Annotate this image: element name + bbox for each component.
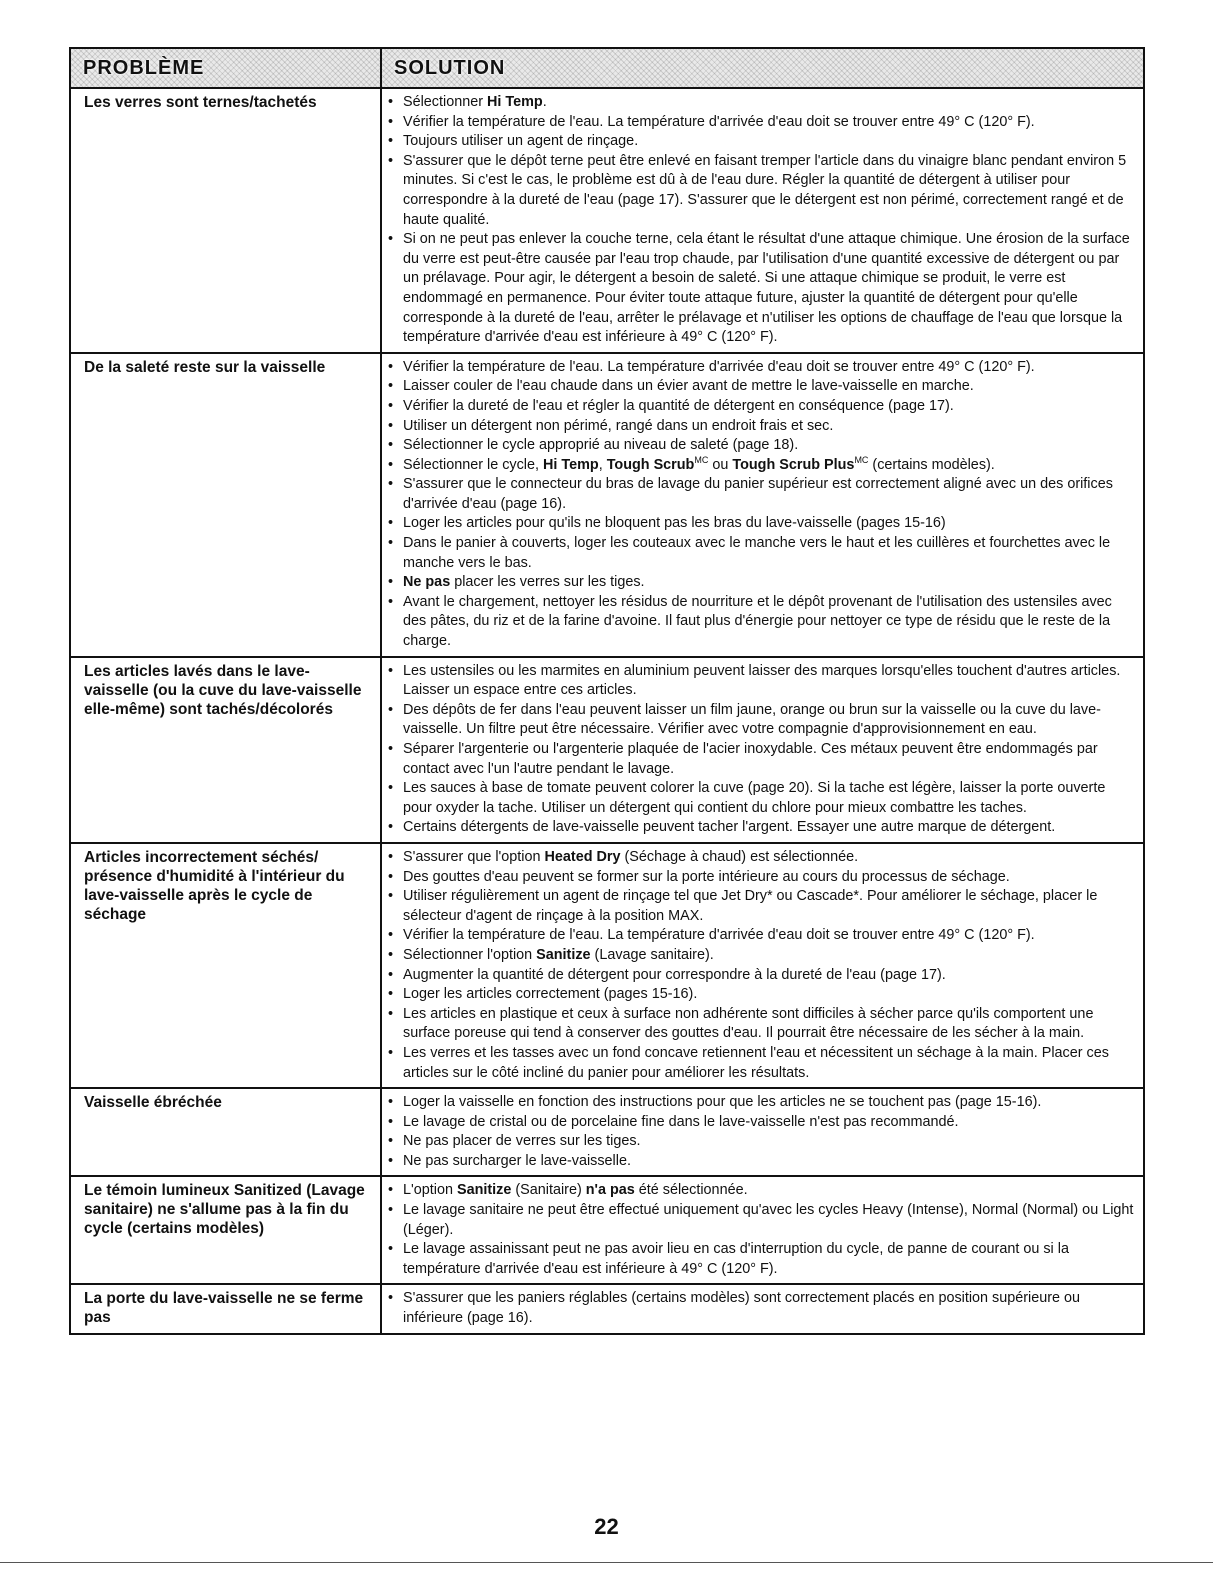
solution-item <box>386 740 1137 779</box>
solution-text: (certains modèles). <box>868 456 995 473</box>
solution-text: Le lavage assainissant peut ne pas avoir lieu en cas d'interruption du cycle, de panne de courant ou si la température d'arrivée d'eau est inférieure à 49° C (120° F). <box>403 1241 1069 1277</box>
solution-header: SOLUTION <box>394 56 506 79</box>
table-row <box>71 1177 1143 1285</box>
bullet-icon: • <box>388 1182 394 1199</box>
solution-text: Loger les articles pour qu'ils ne bloquent pas les bras du lave-vaisselle (pages 15-16) <box>403 515 946 532</box>
bullet-icon: • <box>388 113 394 130</box>
solution-text: Les ustensiles ou les marmites en aluminium peuvent laisser des marques lorsqu'elles touchent d'autres articles. Laisser un espace entre ces articles. <box>403 662 1121 699</box>
bold-term: Sanitize <box>456 1182 512 1199</box>
bullet-icon: • <box>388 456 394 473</box>
bullet-icon: • <box>388 888 394 905</box>
solution-text: (Lavage sanitaire). <box>590 946 714 963</box>
solution-item <box>386 113 1137 133</box>
bullet-icon: • <box>388 927 394 944</box>
table-row <box>71 89 1143 354</box>
solution-text: Sélectionner <box>403 94 487 110</box>
bullet-icon: • <box>388 1290 394 1307</box>
solution-text: Vérifier la dureté de l'eau et régler la quantité de détergent en conséquence (page 17). <box>403 397 954 414</box>
bullet-icon: • <box>388 1044 394 1061</box>
solution-text: Vérifier la température de l'eau. La température d'arrivée d'eau doit se trouver entre 49° C (120° F). <box>403 358 1035 375</box>
solution-text: Les verres et les tasses avec un fond concave retiennent l'eau et nécessitent un séchage à la main. Placer ces articles sur le côté incliné du panier pour améliorer les résultats. <box>403 1044 1109 1081</box>
table-row <box>71 1285 1143 1332</box>
solution-item <box>386 514 1137 534</box>
solution-list <box>386 848 1137 1083</box>
solution-item <box>386 1132 1137 1152</box>
bullet-icon: • <box>388 819 394 836</box>
solution-item <box>386 1240 1137 1279</box>
solution-cell <box>382 844 1143 1087</box>
solution-item <box>386 475 1137 514</box>
solution-cell <box>382 1089 1143 1175</box>
solution-text: . <box>542 94 547 110</box>
solution-text: , <box>598 456 607 473</box>
bullet-icon: • <box>388 574 394 591</box>
solution-cell <box>382 1285 1143 1332</box>
solution-item <box>386 1044 1137 1083</box>
solution-text: Vérifier la température de l'eau. La température d'arrivée d'eau doit se trouver entre 49° C (120° F). <box>403 927 1035 944</box>
bullet-icon: • <box>388 152 394 169</box>
table-header <box>71 49 1143 89</box>
solution-item <box>386 456 1137 476</box>
solution-item <box>386 436 1137 456</box>
solution-list <box>386 93 1137 348</box>
solution-text: Laisser couler de l'eau chaude dans un évier avant de mettre le lave-vaisselle en marche. <box>403 378 974 395</box>
solution-item <box>386 926 1137 946</box>
bullet-icon: • <box>388 1202 394 1219</box>
solution-list <box>386 1093 1137 1171</box>
solution-text: Des gouttes d'eau peuvent se former sur la porte intérieure au cours du processus de séchage. <box>403 868 1010 885</box>
solution-item <box>386 1005 1137 1044</box>
table-row <box>71 354 1143 658</box>
bullet-icon: • <box>388 741 394 757</box>
bullet-icon: • <box>388 593 394 610</box>
problem-cell: Les articles lavés dans le lave-vaisselle (ou la cuve du lave-vaisselle elle-même) sont tachés/décolorés <box>71 658 382 842</box>
solution-text: Sélectionner l'option <box>403 946 537 963</box>
solution-item <box>386 397 1137 417</box>
bullet-icon: • <box>388 966 394 983</box>
problem-cell: Les verres sont ternes/tachetés <box>71 89 382 352</box>
bold-term: n'a pas <box>585 1182 635 1199</box>
bold-term: Tough Scrub Plus <box>732 456 855 473</box>
solution-text: Sélectionner le cycle approprié au niveau de saleté (page 18). <box>403 437 799 454</box>
solution-list <box>386 358 1137 652</box>
solution-text: Les articles en plastique et ceux à surface non adhérente sont difficiles à sécher parce qu'ils comportent une surface poreuse qui tend à conserver des gouttes d'eau. Il pourrait être nécessaire de les sécher à la main. <box>403 1005 1094 1042</box>
solution-text: été sélectionnée. <box>634 1182 748 1199</box>
solution-text: (Séchage à chaud) est sélectionnée. <box>620 848 859 865</box>
solution-list <box>386 662 1137 838</box>
solution-text: Séparer l'argenterie ou l'argenterie plaquée de l'acier inoxydable. Ces métaux peuvent être endommagés par contact avec l'un l'autre pendant le lavage. <box>403 741 1098 777</box>
solution-list <box>386 1181 1137 1279</box>
solution-item <box>386 1152 1137 1172</box>
solution-item <box>386 93 1137 113</box>
bullet-icon: • <box>388 397 394 414</box>
solution-text: Augmenter la quantité de détergent pour correspondre à la dureté de l'eau (page 17). <box>403 966 946 983</box>
solution-item <box>386 887 1137 926</box>
solution-text: S'assurer que l'option <box>403 848 545 865</box>
solution-text: Utiliser régulièrement un agent de rinçage tel que Jet Dry* ou Cascade*. Pour améliorer le séchage, placer le sélecteur d'agent de rinçage à la position MAX. <box>403 888 1098 924</box>
solution-item <box>386 230 1137 348</box>
table-body <box>71 89 1143 1333</box>
solution-text: L'option <box>403 1182 457 1199</box>
solution-text: Ne pas surcharger le lave-vaisselle. <box>403 1152 631 1169</box>
table-row <box>71 1089 1143 1177</box>
trademark-mark: MC <box>694 454 709 465</box>
solution-item <box>386 966 1137 986</box>
bold-term: Heated Dry <box>544 848 621 865</box>
solution-text: Avant le chargement, nettoyer les résidus de nourriture et le dépôt provenant de l'utilisation des ustensiles avec des pâtes, du riz et de la farine d'avoine. Il faut plus d'énergie pour nettoyer ce type de résidu que le reste de la charge. <box>403 593 1112 650</box>
bold-term: Tough Scrub <box>606 456 695 473</box>
bullet-icon: • <box>388 1152 394 1169</box>
solution-text: Loger la vaisselle en fonction des instructions pour que les articles ne se touchent pas (page 15-16). <box>403 1094 1042 1111</box>
bullet-icon: • <box>388 515 394 532</box>
bullet-icon: • <box>388 701 394 718</box>
solution-item <box>386 1093 1137 1113</box>
solution-item <box>386 417 1137 437</box>
bullet-icon: • <box>388 946 394 963</box>
solution-text: Certains détergents de lave-vaisselle peuvent tacher l'argent. Essayer une autre marque de détergent. <box>403 819 1056 836</box>
bullet-icon: • <box>388 1005 394 1022</box>
bullet-icon: • <box>388 476 394 493</box>
solution-text: Toujours utiliser un agent de rinçage. <box>403 133 639 150</box>
solution-text: Le lavage sanitaire ne peut être effectué uniquement qu'avec les cycles Heavy (Intense), Normal (Normal) ou Light (Léger). <box>403 1202 1134 1238</box>
solution-item <box>386 152 1137 230</box>
bullet-icon: • <box>388 1133 394 1150</box>
bold-term: Hi Temp <box>542 456 599 473</box>
solution-text: S'assurer que le dépôt terne peut être enlevé en faisant tremper l'article dans du vinaigre blanc pendant environ 5 minutes. Si c'est le cas, le problème est dû à de l'eau dure. Régler la quantité de détergent à utiliser pour correspondre à la dureté de l'eau (page 17). S'assurer que le détergent est non périmé, correctement rangé et de haute qualité. <box>403 152 1127 228</box>
bullet-icon: • <box>388 437 394 454</box>
solution-text: Sélectionner le cycle, <box>403 456 543 473</box>
solution-item <box>386 573 1137 593</box>
bold-term: Sanitize <box>536 946 591 963</box>
solution-item <box>386 662 1137 701</box>
solution-item <box>386 985 1137 1005</box>
problem-cell: La porte du lave-vaisselle ne se ferme pas <box>71 1285 382 1332</box>
problem-cell: De la saleté reste sur la vaisselle <box>71 354 382 656</box>
solution-text: Vérifier la température de l'eau. La température d'arrivée d'eau doit se trouver entre 49° C (120° F). <box>403 113 1035 130</box>
problem-cell: Vaisselle ébréchée <box>71 1089 382 1175</box>
solution-item <box>386 818 1137 838</box>
solution-item <box>386 593 1137 652</box>
solution-text: S'assurer que le connecteur du bras de lavage du panier supérieur est correctement aligné avec un des orifices d'arrivée d'eau (page 16). <box>403 476 1113 512</box>
bullet-icon: • <box>388 133 394 150</box>
solution-cell <box>382 354 1143 656</box>
bullet-icon: • <box>388 535 394 552</box>
solution-text: placer les verres sur les tiges. <box>450 574 645 591</box>
solution-item <box>386 1113 1137 1133</box>
bullet-icon: • <box>388 1241 394 1258</box>
solution-text: Si on ne peut pas enlever la couche terne, cela étant le résultat d'une attaque chimique. Une érosion de la surface du verre est peut-être causée par l'eau trop chaude, par l'utilisation d'une quantité excessive de détergent ou par un prélavage. Pour agir, le détergent a besoin de saleté. Si une attaque chimique se produit, le verre est endommagé en permanence. Pour éviter toute attaque future, ajuster la quantité de détergent pour qu'elle corresponde à la dureté de l'eau, arrêter le prélavage et n'utiliser les options de chauffage de l'eau que lorsque la température d'arrivée d'eau est inférieure à 49° C (120° F). <box>403 231 1130 346</box>
footer-rule <box>0 1562 1213 1563</box>
solution-item <box>386 132 1137 152</box>
bullet-icon: • <box>388 780 394 797</box>
bold-term: Hi Temp <box>487 94 543 110</box>
bold-term: Ne pas <box>403 574 451 591</box>
solution-item <box>386 377 1137 397</box>
bullet-icon: • <box>388 378 394 395</box>
bullet-icon: • <box>388 358 394 375</box>
bullet-icon: • <box>388 1094 394 1111</box>
bullet-icon: • <box>388 986 394 1003</box>
table-row <box>71 658 1143 844</box>
bullet-icon: • <box>388 1113 394 1130</box>
solution-text: S'assurer que les paniers réglables (certains modèles) sont correctement placés en position supérieure ou inférieure (page 16). <box>403 1290 1081 1327</box>
bullet-icon: • <box>388 848 394 865</box>
solution-text: Utiliser un détergent non périmé, rangé dans un endroit frais et sec. <box>403 417 834 434</box>
bullet-icon: • <box>388 417 394 434</box>
solution-item <box>386 701 1137 740</box>
solution-item <box>386 534 1137 573</box>
solution-text: Dans le panier à couverts, loger les couteaux avec le manche vers le haut et les cuillères et fourchettes avec le manche vers le bas. <box>403 535 1111 571</box>
solution-text: Loger les articles correctement (pages 15-16). <box>403 986 698 1003</box>
problem-header: PROBLÈME <box>71 49 382 87</box>
solution-item <box>386 868 1137 888</box>
solution-text: ou <box>708 456 733 473</box>
bullet-icon: • <box>388 94 394 110</box>
solution-item <box>386 1181 1137 1201</box>
bullet-icon: • <box>388 868 394 885</box>
table-row <box>71 844 1143 1089</box>
solution-text: Le lavage de cristal ou de porcelaine fine dans le lave-vaisselle n'est pas recommandé. <box>403 1113 959 1130</box>
trademark-mark: MC <box>854 454 869 465</box>
solution-list <box>386 1289 1137 1328</box>
solution-cell <box>382 1177 1143 1283</box>
solution-item <box>386 848 1137 868</box>
solution-item <box>386 1289 1137 1328</box>
solution-cell <box>382 658 1143 842</box>
solution-text: Des dépôts de fer dans l'eau peuvent laisser un film jaune, orange ou brun sur la vaisselle ou la cuve du lave-vaisselle. Un filtre peut être nécessaire. Vérifier avec votre compagnie d'approvisionnement en eau. <box>403 701 1101 738</box>
troubleshooting-table <box>69 47 1145 1335</box>
solution-cell <box>382 89 1143 352</box>
problem-cell: Le témoin lumineux Sanitized (Lavage sanitaire) ne s'allume pas à la fin du cycle (certains modèles) <box>71 1177 382 1283</box>
solution-text: Les sauces à base de tomate peuvent colorer la cuve (page 20). Si la tache est légère, laisser la porte ouverte pour oxyder la tache. Utiliser un détergent qui contient du chlore pour mieux combattre les taches. <box>403 780 1106 816</box>
solution-item <box>386 779 1137 818</box>
page-number: 22 <box>594 1514 619 1539</box>
problem-cell: Articles incorrectement séchés/ présence d'humidité à l'intérieur du lave-vaisselle après le cycle de séchage <box>71 844 382 1087</box>
solution-text: (Sanitaire) <box>511 1182 586 1199</box>
bullet-icon: • <box>388 662 394 679</box>
solution-item <box>386 946 1137 966</box>
solution-item <box>386 1201 1137 1240</box>
solution-text: Ne pas placer de verres sur les tiges. <box>403 1133 641 1150</box>
solution-item <box>386 358 1137 378</box>
bullet-icon: • <box>388 231 394 248</box>
